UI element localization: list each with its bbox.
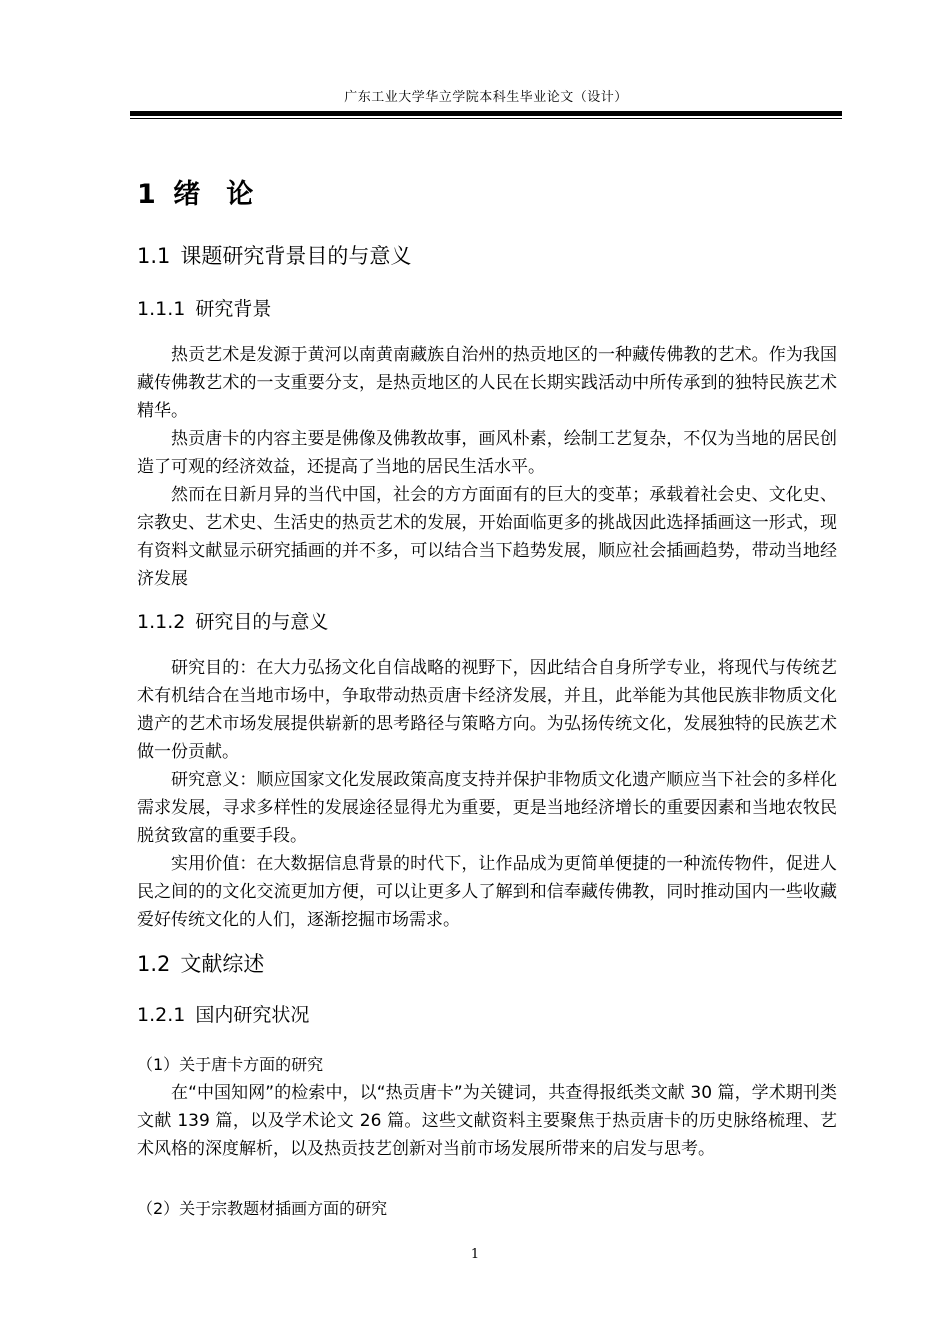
subsection-heading-1-1-2 <box>137 607 328 634</box>
header-rule-thin <box>130 118 842 119</box>
subsection-title: 研究背景 <box>195 298 272 320</box>
section-heading-1-1 <box>137 240 411 270</box>
chapter-heading <box>137 172 253 211</box>
section-title: 课题研究背景目的与意义 <box>180 244 412 268</box>
chapter-title-part2: 论 <box>226 179 254 210</box>
running-header: 广东工业大学华立学院本科生毕业论文（设计） <box>344 90 628 105</box>
list-heading: （2）关于宗教题材插画方面的研究 <box>137 1199 388 1218</box>
section-number: 1.2 <box>137 952 171 976</box>
list-heading: （1）关于唐卡方面的研究 <box>137 1055 324 1074</box>
paragraph: 热贡唐卡的内容主要是佛像及佛教故事，画风朴素，绘制工艺复杂，不仅为当地的居民创造了可观的经济效益，还提高了当地的居民生活水平。 <box>137 429 837 477</box>
subsection-heading-1-1-1 <box>137 294 271 321</box>
subsection-number: 1.2.1 <box>137 1004 186 1026</box>
paragraph: 实用价值：在大数据信息背景的时代下，让作品成为更简单便捷的一种流传物件，促进人民之间的的文化交流更加方便，可以让更多人了解到和信奉藏传佛教，同时推动国内一些收藏爱好传统文化的人们，逐渐挖掘市场需求。 <box>137 854 837 930</box>
header-rule-thick <box>130 111 842 116</box>
paragraph: 研究目的：在大力弘扬文化自信战略的视野下，因此结合自身所学专业，将现代与传统艺术有机结合在当地市场中，争取带动热贡唐卡经济发展，并且，此举能为其他民族非物质文化遗产的艺术市场发展提供崭新的思考路径与策略方向。为弘扬传统文化，发展独特的民族艺术做一份贡献。 <box>137 658 837 762</box>
section-heading-1-2 <box>137 948 264 978</box>
subsection-number: 1.1.2 <box>137 611 186 633</box>
paragraph: 然而在日新月异的当代中国，社会的方方面面有的巨大的变革；承载着社会史、文化史、宗教史、艺术史、生活史的热贡艺术的发展，开始面临更多的挑战因此选择插画这一形式，现有资料文献显示研究插画的并不多，可以结合当下趋势发展，顺应社会插画趋势，带动当地经济发展 <box>137 485 837 589</box>
page-number: 1 <box>470 1247 480 1262</box>
subsection-title: 国内研究状况 <box>195 1004 310 1026</box>
paragraph: 研究意义：顺应国家文化发展政策高度支持并保护非物质文化遗产顺应当下社会的多样化需求发展，寻求多样性的发展途径显得尤为重要，更是当地经济增长的重要因素和当地农牧民脱贫致富的重要手段。 <box>137 770 837 846</box>
paragraph: 在“中国知网”的检索中，以“热贡唐卡”为关键词，共查得报纸类文献 30 篇，学术期刊类文献 139 篇，以及学术论文 26 篇。这些文献资料主要聚焦于热贡唐卡的历史脉络梳理、艺术风格的深度解析，以及热贡技艺创新对当前市场发展所带来的启发与思考。 <box>137 1083 837 1159</box>
subsection-heading-1-2-1 <box>137 1000 309 1027</box>
section-title: 文献综述 <box>180 952 265 976</box>
subsection-number: 1.1.1 <box>137 298 186 320</box>
paragraph: 热贡艺术是发源于黄河以南黄南藏族自治州的热贡地区的一种藏传佛教的艺术。作为我国藏传佛教艺术的一支重要分支，是热贡地区的人民在长期实践活动中所传承到的独特民族艺术精华。 <box>137 345 837 421</box>
chapter-title-part1: 绪 <box>173 179 201 210</box>
subsection-title: 研究目的与意义 <box>195 611 329 633</box>
chapter-number: 1 <box>137 179 156 210</box>
section-number: 1.1 <box>137 244 171 268</box>
